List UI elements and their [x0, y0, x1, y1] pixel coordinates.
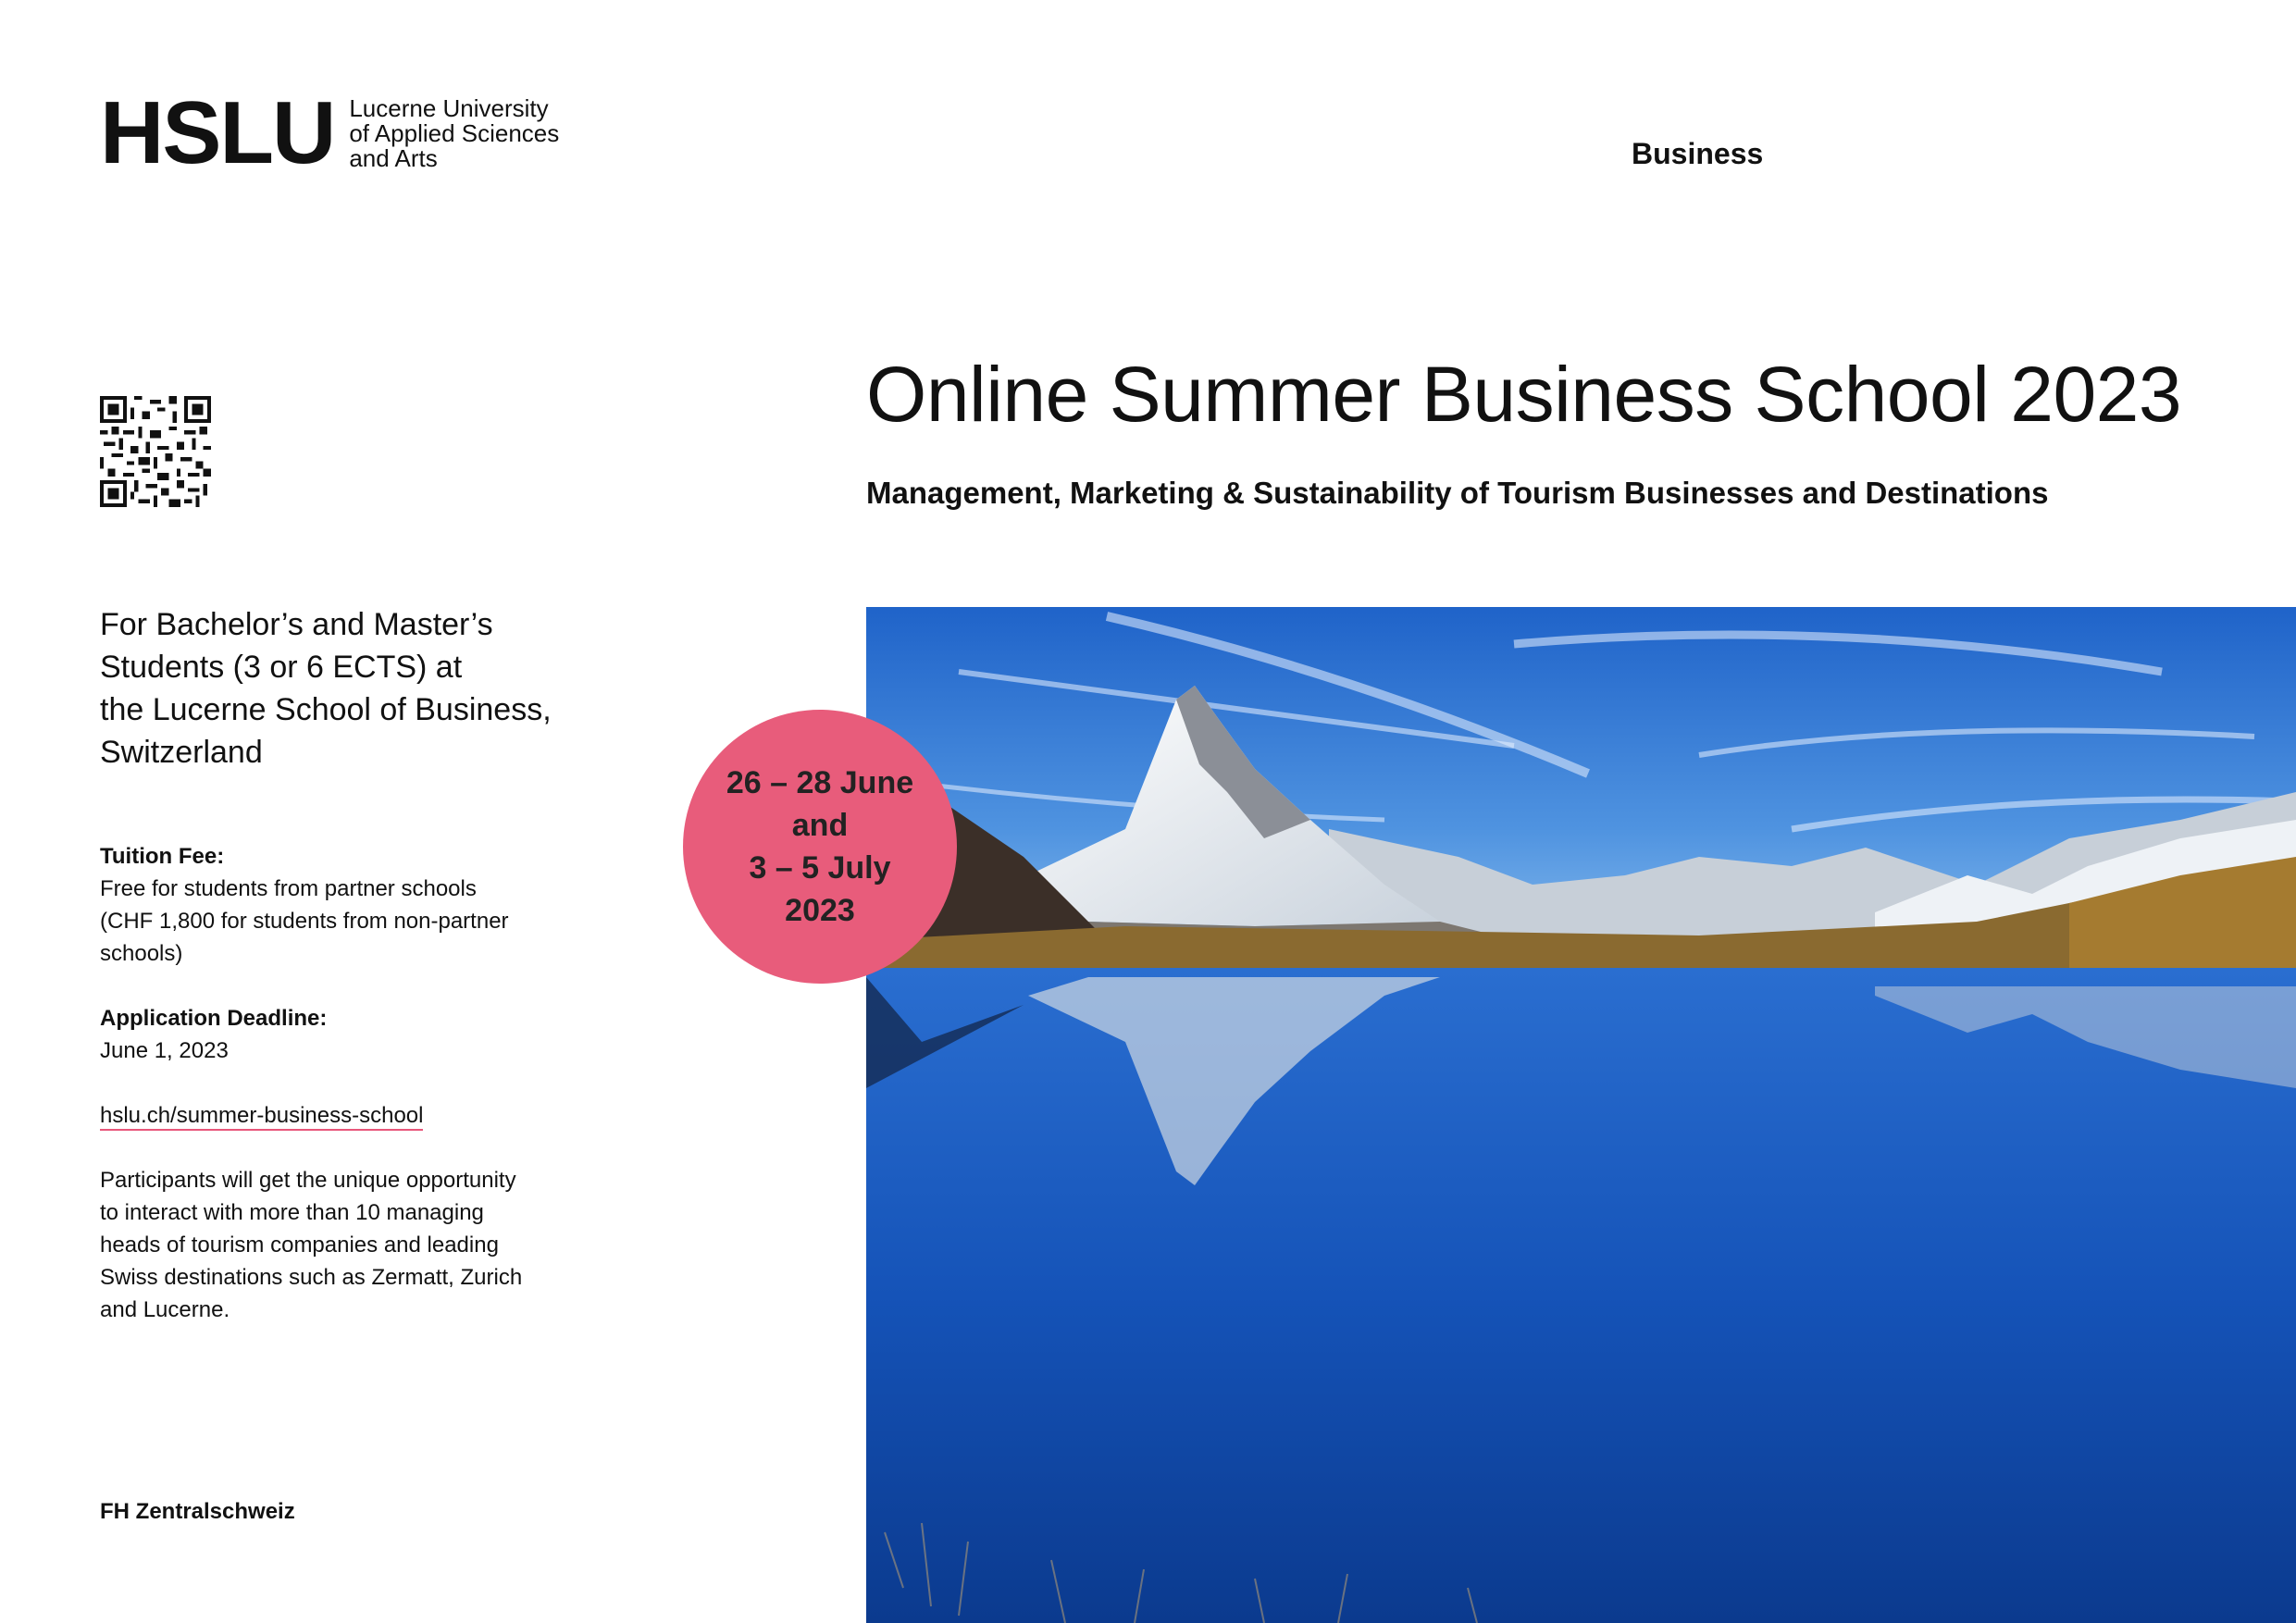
- audience-description: [100, 603, 618, 774]
- description-line: to interact with more than 10 managing: [100, 1200, 484, 1225]
- tuition-line: Free for students from partner schools: [100, 876, 477, 901]
- tuition-label: Tuition Fee:: [100, 844, 225, 869]
- badge-line: 3 – 5 July: [749, 850, 891, 886]
- page-subtitle: Management, Marketing & Sustainability of Tourism Businesses and Destinations: [866, 476, 2049, 510]
- deadline-label: Application Deadline:: [100, 1006, 328, 1031]
- description-line: and Lucerne.: [100, 1297, 230, 1322]
- department-label: Business: [1632, 137, 1764, 170]
- logo-line: Lucerne University: [349, 94, 549, 122]
- badge-line: 26 – 28 June: [726, 765, 914, 800]
- logo-line: of Applied Sciences: [349, 119, 560, 147]
- audience-line: the Lucerne School of Business,: [100, 692, 552, 727]
- tuition-line: schools): [100, 941, 183, 966]
- logo-wordmark: [349, 96, 559, 171]
- logo-line: and Arts: [349, 144, 438, 172]
- website-link[interactable]: hslu.ch/summer-business-school: [100, 1103, 423, 1131]
- logo-mark: HSLU: [100, 83, 335, 182]
- description-line: Participants will get the unique opportunity: [100, 1168, 516, 1193]
- audience-line: Students (3 or 6 ECTS) at: [100, 650, 463, 685]
- page-title: Online Summer Business School 2023: [866, 351, 2182, 438]
- badge-line: 2023: [785, 893, 855, 928]
- audience-line: Switzerland: [100, 735, 263, 770]
- info-block: [100, 840, 581, 1326]
- audience-line: For Bachelor’s and Master’s: [100, 607, 493, 642]
- description-line: heads of tourism companies and leading: [100, 1233, 499, 1258]
- footer-organization: FH Zentralschweiz: [100, 1499, 295, 1524]
- tuition-line: (CHF 1,800 for students from non-partner: [100, 909, 509, 934]
- badge-line: and: [791, 808, 849, 843]
- matterhorn-photo: [866, 607, 2296, 1623]
- description-line: Swiss destinations such as Zermatt, Zurich: [100, 1265, 523, 1290]
- deadline-value: June 1, 2023: [100, 1038, 229, 1063]
- hslu-logo: [100, 83, 560, 182]
- date-badge: [683, 710, 957, 984]
- qr-code-icon[interactable]: [100, 396, 211, 507]
